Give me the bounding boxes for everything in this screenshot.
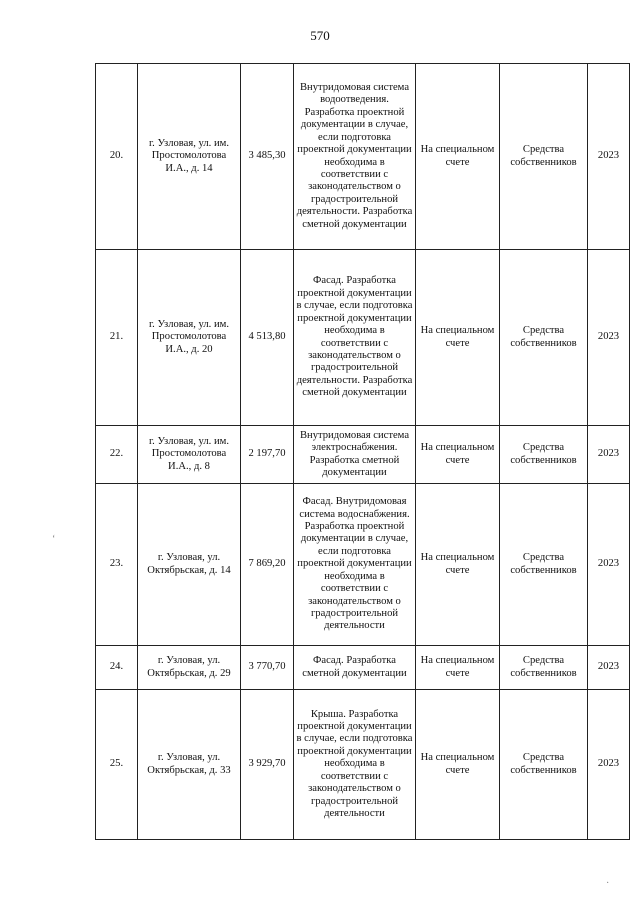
account-cell: На специальном счете	[416, 690, 500, 840]
page-number: 570	[310, 28, 330, 43]
table-row	[96, 250, 630, 426]
account-cell: На специальном счете	[416, 64, 500, 250]
area-cell: 4 513,80	[241, 250, 294, 426]
scan-speck-mark: ʻ	[52, 534, 56, 545]
work-description-cell: Внутридомовая система электроснабжения. Разработка сметной документации	[294, 426, 416, 484]
year-cell: 2023	[588, 646, 630, 690]
row-number-cell: 20.	[96, 64, 138, 250]
funding-source-cell: Средства собственников	[500, 426, 588, 484]
row-number-cell: 23.	[96, 484, 138, 646]
capital-repair-table	[95, 63, 630, 840]
work-description-cell: Крыша. Разработка проектной документации в случае, если подготовка проектной документации необходима в соответствии с законодательством о градостроительной деятельности	[294, 690, 416, 840]
account-cell: На специальном счете	[416, 646, 500, 690]
area-cell: 2 197,70	[241, 426, 294, 484]
account-cell: На специальном счете	[416, 484, 500, 646]
table-row	[96, 426, 630, 484]
funding-source-cell: Средства собственников	[500, 646, 588, 690]
area-cell: 7 869,20	[241, 484, 294, 646]
scan-speck-mark: ·	[606, 878, 610, 889]
year-cell: 2023	[588, 250, 630, 426]
funding-source-cell: Средства собственников	[500, 64, 588, 250]
funding-source-cell: Средства собственников	[500, 484, 588, 646]
work-description-cell: Внутридомовая система водоотведения. Разработка проектной документации в случае, если подготовка проектной документации необходима в соответствии с законодательством о градостроительной деятельности. Разработка сметной документации	[294, 64, 416, 250]
year-cell: 2023	[588, 64, 630, 250]
area-cell: 3 485,30	[241, 64, 294, 250]
area-cell: 3 770,70	[241, 646, 294, 690]
row-number-cell: 22.	[96, 426, 138, 484]
account-cell: На специальном счете	[416, 426, 500, 484]
address-cell: г. Узловая, ул. им. Простомолотова И.А., д. 8	[138, 426, 241, 484]
funding-source-cell: Средства собственников	[500, 690, 588, 840]
table-row	[96, 690, 630, 840]
work-description-cell: Фасад. Разработка сметной документации	[294, 646, 416, 690]
table-row	[96, 646, 630, 690]
funding-source-cell: Средства собственников	[500, 250, 588, 426]
year-cell: 2023	[588, 426, 630, 484]
year-cell: 2023	[588, 484, 630, 646]
address-cell: г. Узловая, ул. Октябрьская, д. 29	[138, 646, 241, 690]
account-cell: На специальном счете	[416, 250, 500, 426]
table-row	[96, 64, 630, 250]
row-number-cell: 25.	[96, 690, 138, 840]
work-description-cell: Фасад. Разработка проектной документации в случае, если подготовка проектной документации необходима в соответствии с законодательством о градостроительной деятельности. Разработка сметной документации	[294, 250, 416, 426]
address-cell: г. Узловая, ул. Октябрьская, д. 14	[138, 484, 241, 646]
area-cell: 3 929,70	[241, 690, 294, 840]
address-cell: г. Узловая, ул. им. Простомолотова И.А., д. 14	[138, 64, 241, 250]
address-cell: г. Узловая, ул. Октябрьская, д. 33	[138, 690, 241, 840]
row-number-cell: 24.	[96, 646, 138, 690]
year-cell: 2023	[588, 690, 630, 840]
row-number-cell: 21.	[96, 250, 138, 426]
table-row	[96, 484, 630, 646]
address-cell: г. Узловая, ул. им. Простомолотова И.А., д. 20	[138, 250, 241, 426]
work-description-cell: Фасад. Внутридомовая система водоснабжения. Разработка проектной документации в случае, если подготовка проектной документации необходима в соответствии с законодательством о градостроительной деятельности	[294, 484, 416, 646]
